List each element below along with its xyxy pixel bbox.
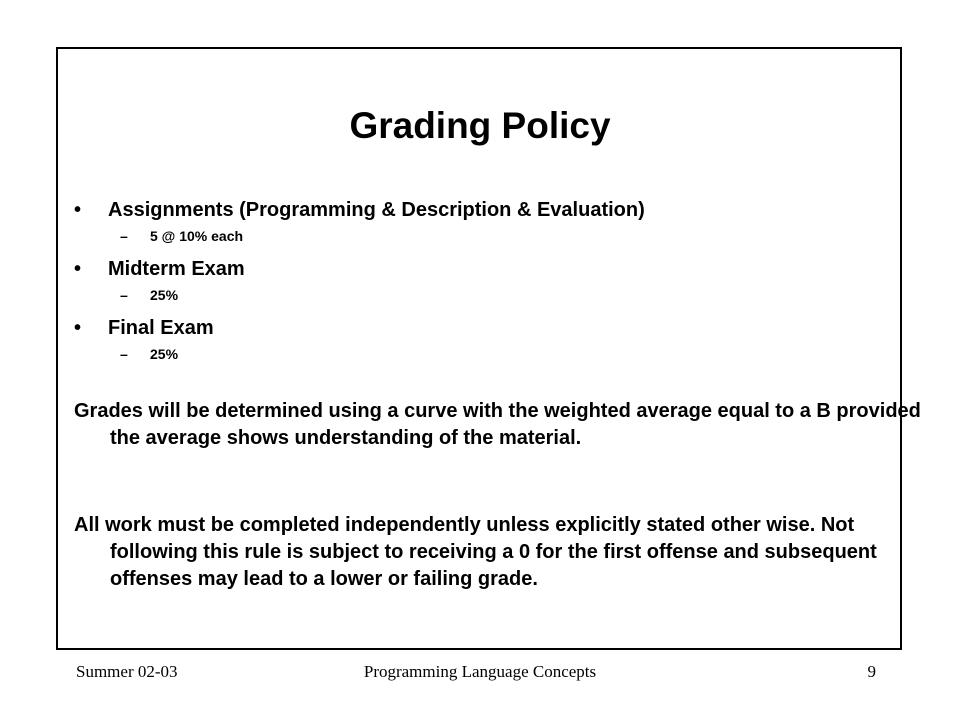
bullet-marker: • xyxy=(74,199,82,221)
grading-curve-paragraph: Grades will be determined using a curve with the weighted average equal to a B provided the average shows understanding of the material. xyxy=(74,400,921,449)
sub-item-text: 25% xyxy=(150,287,179,303)
dash-marker: – xyxy=(120,287,128,303)
bullet-label: Midterm Exam xyxy=(108,258,245,280)
bullet-item-final xyxy=(74,314,894,342)
footer-course-title: Programming Language Concepts xyxy=(363,662,597,681)
sub-item-final xyxy=(74,344,894,364)
bullet-item-assignments xyxy=(74,196,894,224)
footer-term: Summer 02-03 xyxy=(76,662,178,681)
dash-marker: – xyxy=(120,228,128,244)
bullet-marker: • xyxy=(74,317,82,339)
sub-item-midterm xyxy=(74,285,894,305)
bullet-item-midterm xyxy=(74,255,894,283)
bullet-label: Final Exam xyxy=(108,317,214,339)
sub-item-assignments xyxy=(74,226,894,246)
sub-item-text: 25% xyxy=(150,346,179,362)
bullet-marker: • xyxy=(74,258,82,280)
footer-page-number: 9 xyxy=(867,662,876,681)
independent-work-paragraph: All work must be completed independently unless explicitly stated other wise. Not following this rule is subject to receiving a 0 for the first offense and subsequent offenses may lead to a lower or failing grade. xyxy=(74,514,877,590)
bullet-list xyxy=(74,196,894,373)
bullet-label: Assignments (Programming & Description & Evaluation) xyxy=(108,199,645,221)
slide-title: Grading Policy xyxy=(349,105,611,146)
dash-marker: – xyxy=(120,346,128,362)
sub-item-text: 5 @ 10% each xyxy=(150,228,244,244)
